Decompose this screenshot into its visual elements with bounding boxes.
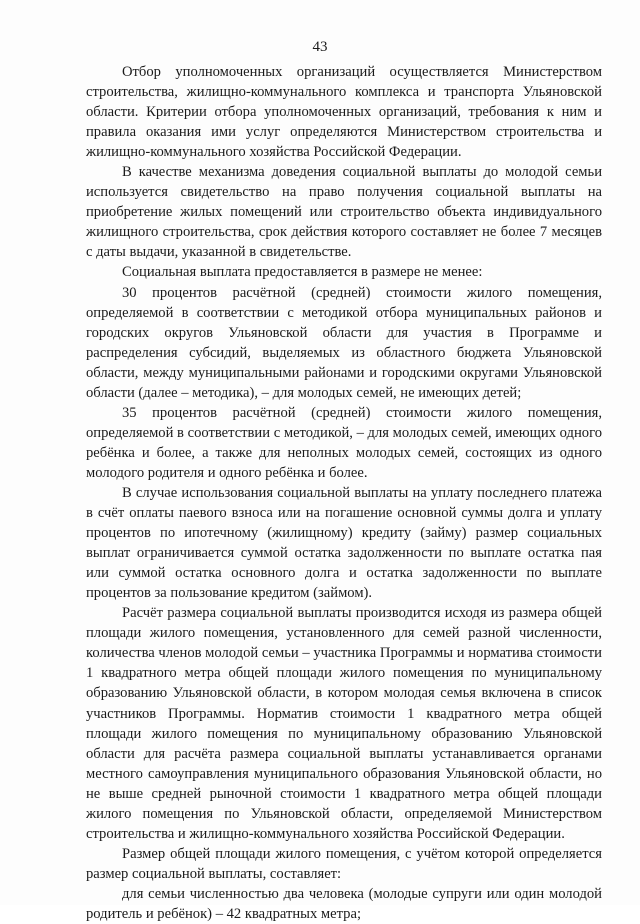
paragraph-area-size-intro: Размер общей площади жилого помещения, с учётом которой определяется размер социальной выплаты, составляет:: [86, 845, 602, 882]
paragraph-certificate-mechanism: В качестве механизма доведения социальной выплаты до молодой семьи используется свидетельство на право получения социальной выплаты на приобретение жилых помещений или строительство объекта индивидуального жилищного строительства, срок действия которого составляет не более 7 месяцев с даты выдачи, указанной в свидетельстве.: [86, 164, 602, 261]
paragraph-last-payment-limit: В случае использования социальной выплаты на уплату последнего платежа в счёт оплаты паевого взноса или на погашение основной суммы долга и уплату процентов по ипотечному (жилищному) кредиту (займу) размер социальных выплат ограничивается суммой остатка задолженности по выплате остатка пая или суммой остатка основного долга и остатка задолженности по выплате процентов за пользование кредитом (займом).: [86, 484, 602, 602]
paragraph-30-percent: 30 процентов расчётной (средней) стоимости жилого помещения, определяемой в соответствии с методикой отбора муниципальных районов и городских округов Ульяновской области для участия в Программе и распределения субсидий, выделяемых из областного бюджета Ульяновской области, между муниципальными районами и городскими округами Ульяновской области (далее – методика), – для молодых семей, не имеющих детей;: [86, 284, 602, 401]
paragraph-authorized-organizations: Отбор уполномоченных организаций осуществляется Министерством строительства, жилищно-коммунального комплекса и транспорта Ульяновской области. Критерии отбора уполномоченных организаций, требования к ним и правила оказания ими услуг определяются Министерством строительства и жилищно-коммунального хозяйства Российской Федерации.: [86, 64, 602, 161]
page-number: 43: [312, 39, 328, 55]
paragraph-calculation-basis: Расчёт размера социальной выплаты производится исходя из размера общей площади жилого помещения, установленного для семей разной численности, количества членов молодой семьи – участника Программы и норматива стоимости 1 квадратного метра общей площади жилого помещения по муниципальному образованию Ульяновской области, в котором молодая семья включена в список участников Программы. Норматив стоимости 1 квадратного метра общей площади жилого помещения по муниципальному образованию Ульяновской области для расчёта размера социальной выплаты устанавливается органами местного самоуправления муниципального образования Ульяновской области, но не выше средней рыночной стоимости 1 квадратного метра общей площади жилого помещения по Ульяновской области, определяемой Министерством строительства и жилищно-коммунального хозяйства Российской Федерации.: [86, 605, 602, 842]
paragraph-payment-amount-intro: Социальная выплата предоставляется в размере не менее:: [122, 264, 483, 281]
paragraph-35-percent: 35 процентов расчётной (средней) стоимости жилого помещения, определяемой в соответствии с методикой, – для молодых семей, имеющих одного ребёнка и более, а также для неполных молодых семей, состоящих из одного молодого родителя и одного ребёнка и более.: [86, 404, 602, 481]
paragraph-two-person-family: для семьи численностью два человека (молодые супруги или один молодой родитель и ребёнок) – 42 квадратных метра;: [86, 885, 602, 922]
body-text: [86, 62, 602, 924]
